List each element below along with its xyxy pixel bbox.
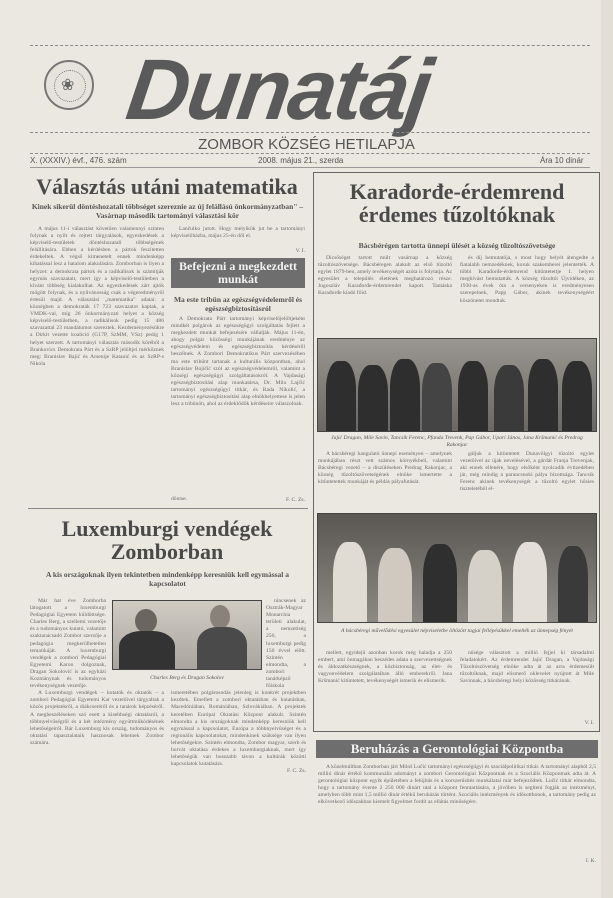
- gerontology-signature: I. K.: [585, 858, 596, 864]
- election-body: A május 11-i választást követően valamennyi szinten folynak a nyílt és rejtett tárgyalások, egyezkedések a képviselő-testületek döntéshozatali többségének felállítására. Ebben a kérdésben a pártok feszítetten érdekeltek. A végső kimenetelt ennek mindenképp kihatással lesz a hatalom alakulására. Zomborban is ilyen a helyzet: a demokrata pártok és a radikálisok is számítják egymás szavazatait, mert így a képviselő-testületben a kívánt többség kialakulhat. Az egyezkedések zárt ajtók mögött folynak, és a nyilvánosság csak a végeredményről értesül majd. A választási „matematika" adatai: a községben a demokraták 17 723 szavazatot kaptak, a VMDK-val, míg 26 önkormányzati helyet a község képviselő-testületben, a radikálisok pedig 15 486 szavazattal 23 mandátumot szereztek. Kezdeményezésükre a Dirkit vezette koalíció (G17P, SzMM, VSz) pedig 1 helyet szerzett. A tartományi választás második köréből a Brankovics Demokrata Párt és a SzRP jelöltjei mérkőznek meg: Branislav Bajić és Arsenije Katanić és az SzRP-s Nikola: [30, 226, 164, 367]
- newspaper-title: Dunatáj: [121, 42, 437, 138]
- sidebar-deck: Ma este tribün az egészségvédelemről és egészségbiztosításról: [173, 295, 303, 314]
- firefighters-headline: Karađorđe-érdemrend érdemes tűzoltóknak: [349, 179, 565, 228]
- luxembourg-photo: [112, 600, 262, 670]
- sidebar-tail: döntse.: [171, 496, 188, 502]
- sidebar-headline: Befejezni a megkezdett munkát: [171, 258, 305, 288]
- folk-dancers-photo: [317, 513, 597, 623]
- firefighters-photo: [317, 338, 597, 432]
- luxembourg-body: Már hat éve Zomborba látogatott a luxemburgi Pedagógiai Egyetem küldöttsége. Charles Berg, a szellemi vezetője és a tudományos kutató, valamint szaktanácsadó Zombor szerzője a pedagógia megkerülhetetlen tematikáját. A luxemburgi vendégek a zombori Pedagógiai Egyetemi Karon dolgoznak, Dragan Sokolović is az egyházi Kozmánynak és tudományos tevékenységnek vezetője. A Luxemburgi vendégek – kutatók és oktatók – a zombori Pedagógiai Egyetemi Kar vezetőivel tárgyaltak a közös projektekről, a diákcseréről és a tanárok képzéséről. A megbeszéléseken szó esett a kisebbségi oktatásról, a többnyelvűségről és a két intézmény együttműködésének lehetőségeiről. Bár Luxemburg kis ország, tudományos és oktatási tapasztalataik hasznosak lehetnek Zombor számára.: [30, 598, 164, 746]
- firefighters-body-3-continued: nűsége választott a millió fejjel ki társadalmi feladatokért. Az érdemrendet Jajić Dragan, a Vajdasági Tűzoltószövetség elnöke adta át az arra érdemesült tűzoltóknak, majd elismerő oklevelet nyújtott át Mile Savinnak, a bácsbéregi helyi közösség titkárának.: [460, 650, 594, 685]
- newspaper-subtitle: ZOMBOR KÖZSÉG HETILAPJA: [198, 136, 415, 153]
- election-body-continued: Lančulko jutott. Hogy melyikük jut be a tartományi képviselőházba, május 25-én dől el.: [171, 226, 305, 240]
- firefighters-body-2: A bácsbéregi hangulatú ünnepi eseményen – amelynek munkájában részt vett számos környékbeli, valamint Bácsbéregi vezető – a díszüléseken Predrag Rakonjac, a község tűzoltószövetségének elnöke ismertette a kitüntetettek munkáját és példás pályafutását.: [318, 451, 452, 486]
- issue-number: X. (XXXIV.) évf., 476. szám: [30, 156, 127, 165]
- luxembourg-photo-caption: Charles Berg és Dragan Sokolov: [112, 675, 262, 682]
- firefighters-body: Dicsőséget tartott múlt vasárnap a község tűzoltószövetsége. Bácsbéregen alakult az első tűzoltó egylet 1879-ben, amely tevékenységét azóta is folytatja. Az egyesület a település életének meghatározó része. Jugoszláv Karađorđe-érdemrendet kapott. Tamáska Karađorđe kiadó főid.: [318, 255, 452, 297]
- sidebar-signature: F. C. Zs.: [286, 497, 305, 503]
- firefighters-body-continued: és díj bemutatója, s most hogy helyét átengedte a fiatalabb nemzedéknek, koruk szakemberei jelentették. A többi Karađorđe-érdemrend kitüntetettje 1. helyen meghívást bemutatták. A község tűzoltói Újvidéken, az 1930-as évek óta a versenyeken is eredményesen szerepelnek, Papp Gábor, akinek tevékenységéért köszönetet mondtak.: [460, 255, 594, 304]
- election-headline: Választás utáni matematika: [36, 174, 298, 199]
- divider: [30, 153, 590, 154]
- divider: [30, 167, 590, 168]
- gerontology-body: A közelmúltban Zomborban járt Miloš Lučić tartományi egészségügyi és szociálpolitikai titkár. A tartományi alapból 2,5 millió dinár értékű kommunális adományt a zombori Gerontológiai Központnak és a Szociális Központnak adta át. A gerontológiai központ egyik épületében a felújítás és a korszerűsítés munkálatai már befejeződtek. Lučić titkár elmondta, hogy a tartomány évente 2 250 000 dinárt utal a központ fenntartására, a jövőben is segíteni fogják az intézményt, amelyben több mint 1,5 millió dinár értékű beruházás történt. Szociális intézmények és idősotthonok, a tartomány pedig az elkövetkező időszakban kiemelt figyelmet fordít az ellátás minőségére.: [318, 764, 596, 806]
- firefighters-body-3: mellett, egyidejű azonban korok még haladja a 250 embert, ami önmagában beszédes adata a szervezettségnek és áldozatkészségnek, a közbiztonság, az élet- és vagyonvédelem szolgálatában álló emberekről. Jana Kršmanić kitüntetett, tevékenységét ismerik és elismerik.: [318, 650, 452, 685]
- luxembourg-headline: Luxemburgi vendégek Zomborban: [61, 516, 273, 565]
- divider: [28, 508, 308, 509]
- firefighters-deck: Bácsbérégen tartotta ünnepi ülését a község tűzoltószövetsége: [358, 241, 556, 250]
- luxembourg-deck: A kis országoknak ilyen tekintetben mindenképp keresniük kell egymással a kapcsolatot: [45, 570, 290, 589]
- firefighters-body-2-continued: gáljuk a kitüntetett Dunavölgyi tűzoltó egylet vezetőivel az újak nevelésével, a gárdát Franja Trevenjak, aki ennek ellenére, hogy elsőként nyolcadik évtizedében jár, még mindig a parancsnoki pálya bizottsága. Tancsik Ferenc akinek tevékenységét a tűzoltó egylet hősies tiszteletéből el-: [460, 451, 594, 493]
- luxembourg-signature: F. C. Zs.: [287, 768, 306, 775]
- firefighters-photo-caption: Jajić Dragan, Mile Savin, Tancsik Ferenc, Pfanda Trevenk, Pap Gábor, Upari János, Jana Kršmanić és Predrag Rakonjac: [331, 435, 583, 448]
- election-signature: V. I.: [295, 248, 305, 254]
- gerontology-headline: Beruházás a Gerontológiai Központba: [316, 740, 598, 758]
- luxembourg-body-right: nincsenek az Osztrák-Magyar Monarchia területi alakulat, a nemzetiség 250, a luxemburgi pedig 150 évvel előtt. Szintén elmondta, a zombori tanárképző főiskola ismeretében polgárosodás jelenleg is konkrét projektben kezdtek. Emellett a zombori oktatásban és kutatásban, Macedóniában, Romániában, Szlovákiában. A projektek keretében Európai Oktatási Központ alakult. Szintén elmondta a kis országoknak mindenképp keresniük kell egymással a kapcsolatot, Európa a többnyelvűséget és a regionális kapcsolatokat, mindenkinek szüksége van ilyen lehetőségekre. Szintén elmondta, Zombor magyar, szerb és horvát oktatása érdekes a luxemburgiaknak, mert így lehetőségük van hosszabb távon a kultúrák közötti kapcsolatok kutatására. F. C. Zs.: [171, 598, 306, 775]
- issue-date: 2008. május 21., szerda: [258, 156, 344, 165]
- luxembourg-body-mid: A Luxemburgi vendégek – kutatók és oktatók – a zombori Pedagógiai Egyetemi Kar vezetőivel tárgyaltak a közös projektekről, a diákcseréről és a tanárok képzéséről. A megbeszéléseken szó esett a kisebbségi oktatásról, a többnyelvűségről és a két intézmény együttműködésének lehetőségeiről. Bár Luxemburg kis ország, tudományos és oktatási tapasztalataik hasznosak lehetnek Zombor számára.: [30, 690, 164, 746]
- municipal-seal-logo: ❀: [44, 60, 94, 110]
- sidebar-body: A Demokrata Párt tartományi képviselőjelöltjeként mindkét polgárok az egészségügyi szolgáltatás fejlett a megkezdett munkát befejezésére vállalják. Május 11-én, ahogy polgár közösségi munkájának eredménye az egészségvédelem és egészségbiztosítás kérdéséről beszélnek. A Zombori Demokratikus Párt szervezésében ma este tribünt tartanak a kulturális központban, ahol Branislav Bojičić szól az egészségvédelemről, valamint a községi egészségügyi szolgáltatásokról. A Vajdasági egészségbiztosítási alap munkatársa, Dr. Milo Lajčić tartományi egészségügyi titkár, és Rada Nikolić, a tartományi egészségbiztosítási alap elnökhelyettese is jelen lesz a tribünön, ahol az érdeklődők kérdéseire válaszolnak.: [171, 316, 305, 408]
- issue-price: Ára 10 dinár: [540, 156, 584, 165]
- firefighters-signature: V. I.: [584, 720, 594, 726]
- folk-dancers-photo-caption: A bácsbéregi művelődési egyesület népviseletbe öltözött tagjai fellépésükkel emelték az ünnepség fényét: [341, 628, 573, 634]
- scan-edge: [601, 0, 613, 898]
- divider: [30, 132, 590, 133]
- election-deck: Kinek sikerül döntéshozatali többséget szereznie az új felállású önkormányzatban" –Vasárnap második tartományi választási kör: [31, 202, 304, 221]
